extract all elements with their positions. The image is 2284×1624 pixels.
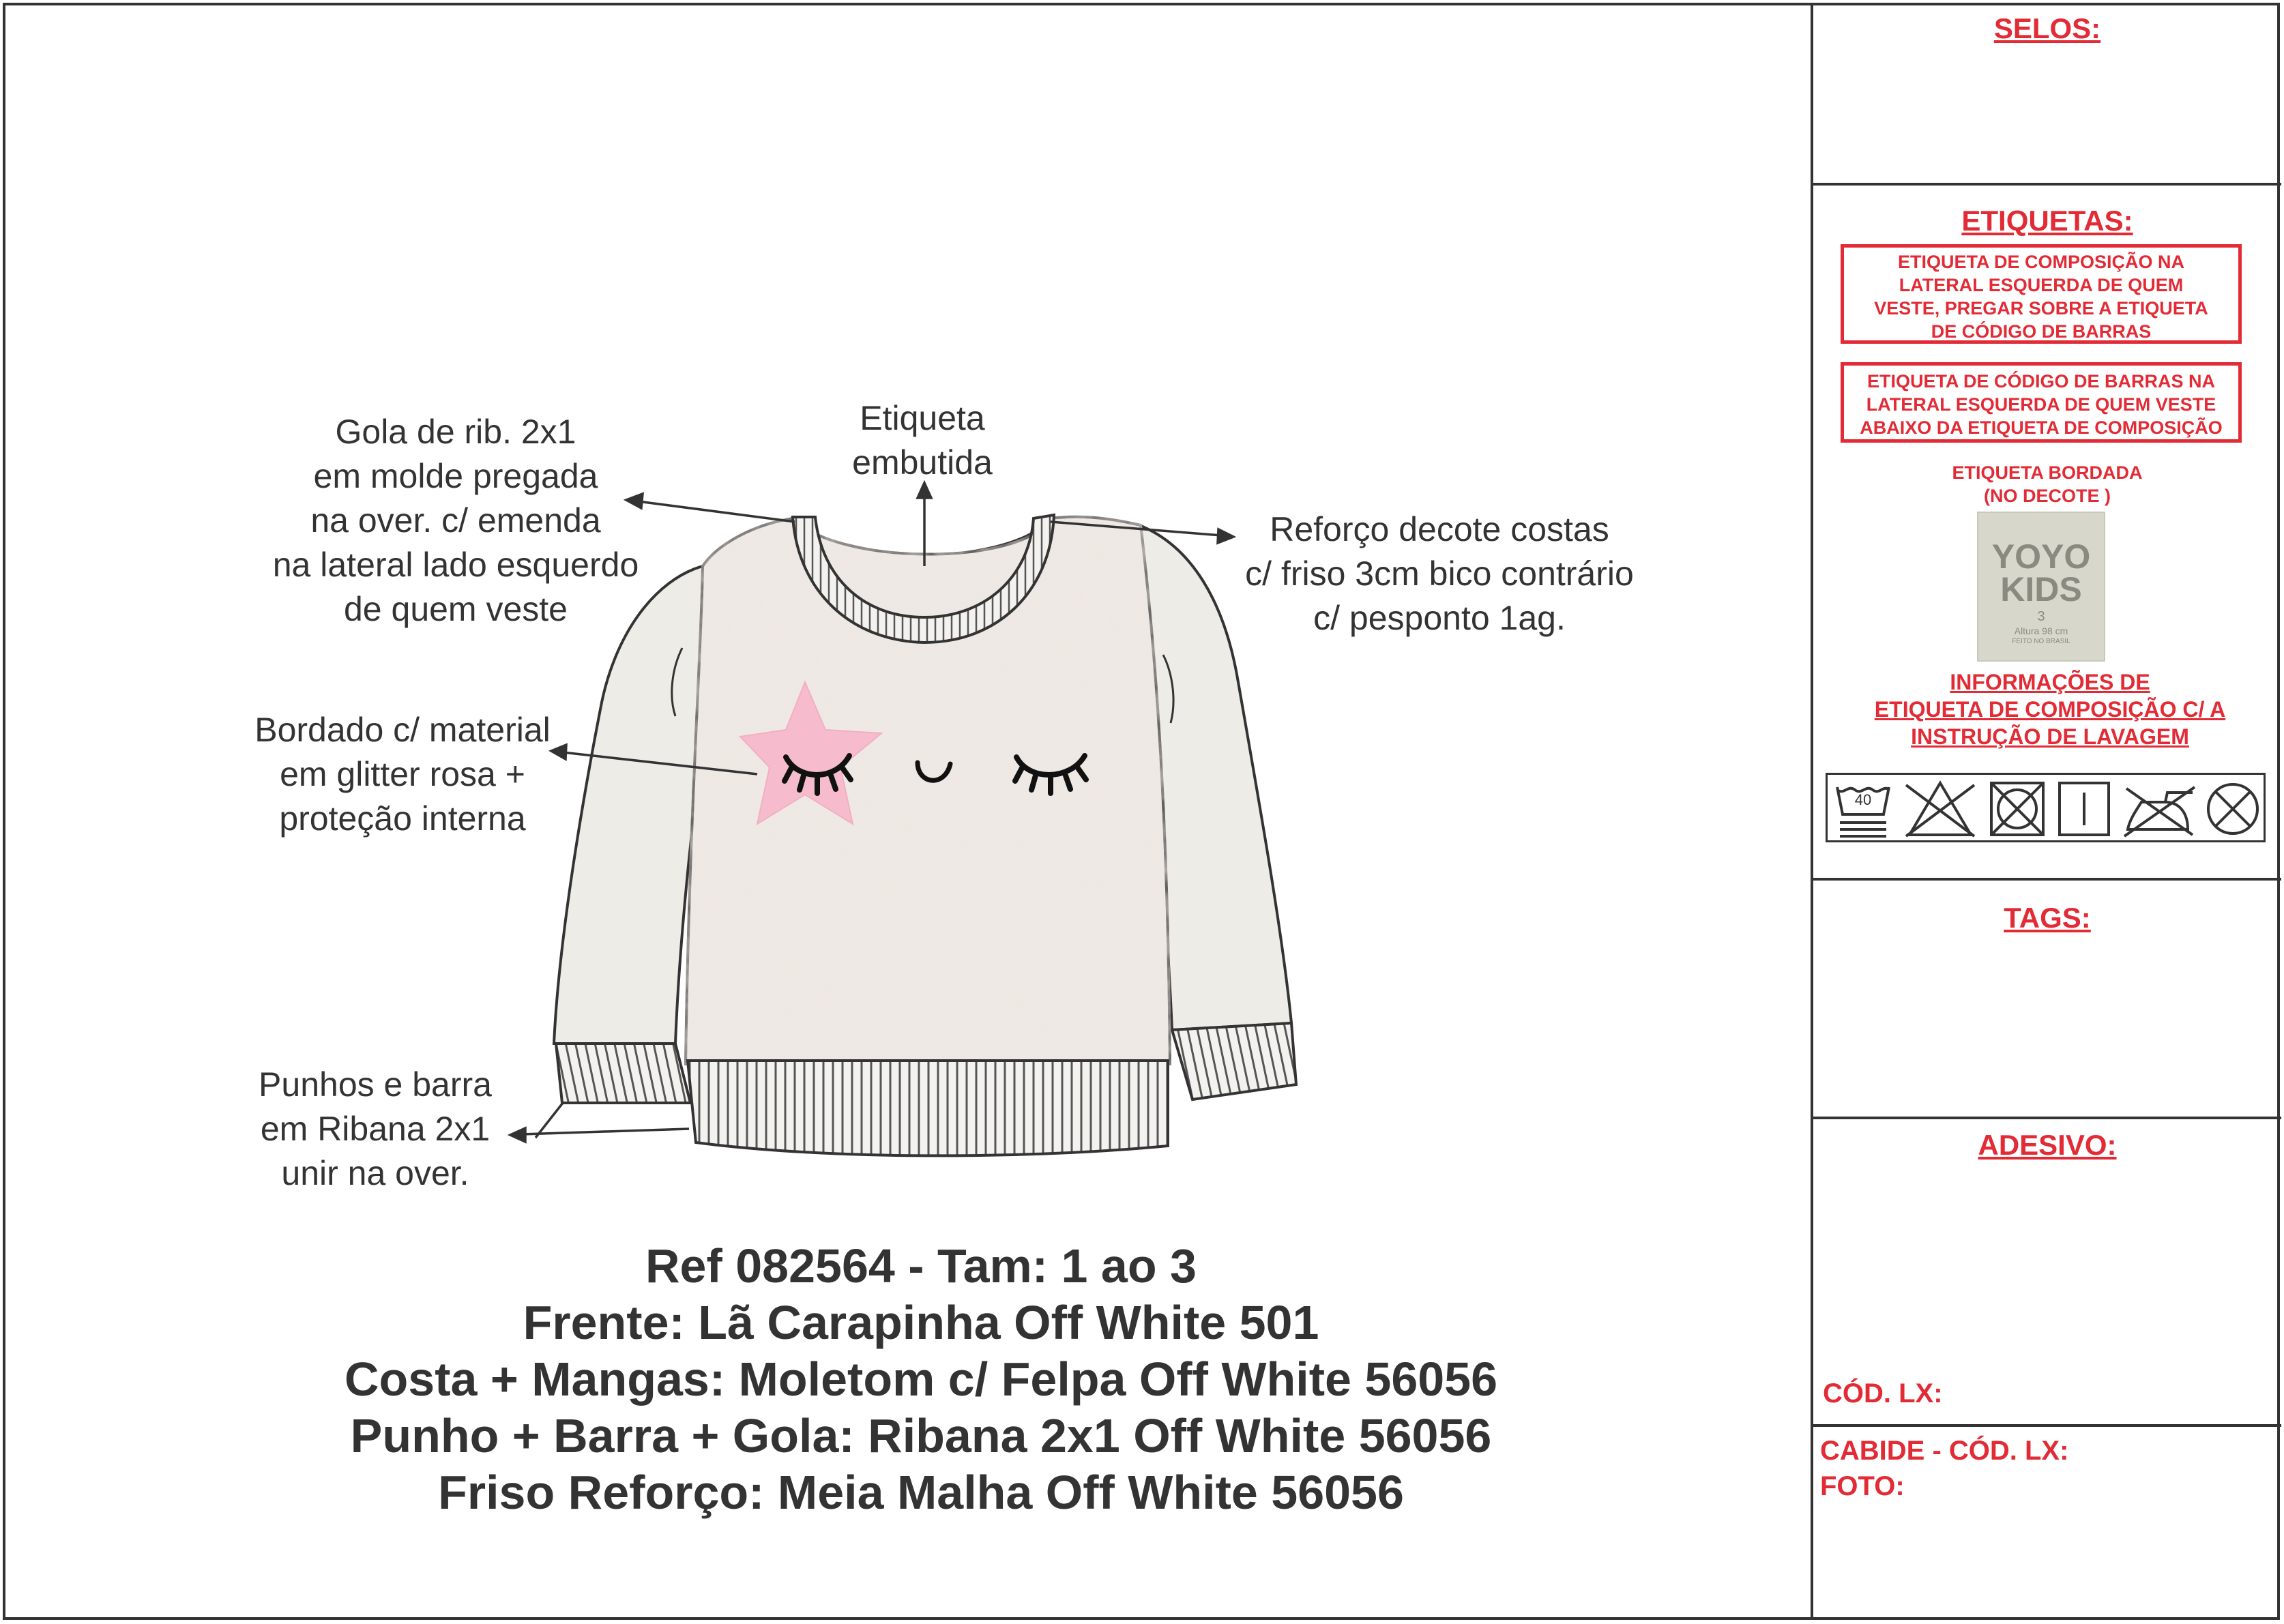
no-tumble-dry-icon: [1991, 783, 2043, 835]
left-sleeve: [554, 566, 703, 1044]
spec-costa-mangas: Costa + Mangas: Moletom c/ Felpa Off White 56056: [344, 1353, 1498, 1406]
note-punhos: em Ribana 2x1: [260, 1110, 491, 1148]
section-divider: [1811, 1424, 2281, 1427]
yoyo-kids-label: YOYO KIDS 3 Altura 98 cm FEITO NO BRASIL: [1977, 512, 2105, 662]
no-dry-clean-icon: [2208, 784, 2257, 833]
spec-ref: Ref 082564 - Tam: 1 ao 3: [645, 1239, 1197, 1293]
note-punhos: Punhos e barra: [259, 1065, 492, 1104]
section-divider: [1811, 878, 2281, 881]
etiquetas-title: ETIQUETAS:: [1961, 205, 2133, 237]
cabide-label: CABIDE - CÓD. LX:: [1820, 1436, 2069, 1466]
note-bordado: proteção interna: [279, 799, 526, 838]
right-cuff: [1172, 1023, 1296, 1099]
hem-rib: [688, 1061, 1168, 1155]
note-gola: na lateral lado esquerdo: [272, 546, 639, 584]
fleece-body: [686, 517, 1170, 1064]
note-bordado: em glitter rosa +: [280, 755, 525, 793]
sidebar-divider: [1811, 3, 1813, 1620]
barcode-label-box: ETIQUETA DE CÓDIGO DE BARRAS NA LATERAL ESQUERDA DE QUEM VESTE ABAIXO DA ETIQUETA DE COMPOSIÇÃO: [1841, 362, 2242, 443]
note-etiqueta: embutida: [852, 443, 993, 482]
tags-title: TAGS:: [2004, 902, 2091, 934]
spec-friso: Friso Reforço: Meia Malha Off White 56056: [438, 1466, 1404, 1519]
no-iron-icon: [2124, 787, 2195, 836]
note-etiqueta: Etiqueta: [860, 399, 985, 437]
note-gola: Gola de rib. 2x1: [335, 413, 576, 451]
foto-label: FOTO:: [1820, 1471, 1905, 1501]
note-gola: de quem veste: [344, 590, 568, 628]
wash-info-title: INFORMAÇÕES DE ETIQUETA DE COMPOSIÇÃO C/ A INSTRUÇÃO DE LAVAGEM: [1874, 670, 2226, 749]
line-dry-icon: [2060, 783, 2109, 835]
note-gola: em molde pregada: [313, 457, 598, 495]
section-divider: [1811, 183, 2281, 186]
wash-temp: 40: [1854, 791, 1872, 808]
note-bordado: Bordado c/ material: [254, 711, 551, 749]
spec-frente: Frente: Lã Carapinha Off White 501: [523, 1296, 1319, 1349]
selos-title: SELOS:: [1993, 12, 2101, 44]
left-cuff: [556, 1044, 690, 1103]
note-reforco: c/ pesponto 1ag.: [1313, 599, 1566, 637]
adesivo-title: ADESIVO:: [1978, 1129, 2117, 1161]
section-divider: [1811, 1117, 2281, 1119]
cod-lx-label: CÓD. LX:: [1823, 1378, 1943, 1408]
note-reforco: c/ friso 3cm bico contrário: [1245, 555, 1634, 593]
note-punhos: unir na over.: [281, 1154, 469, 1192]
wash-symbols: [1826, 773, 2266, 842]
note-gola: na over. c/ emenda: [310, 501, 601, 540]
composition-label-box: ETIQUETA DE COMPOSIÇÃO NA LATERAL ESQUERDA DE QUEM VESTE, PREGAR SOBRE A ETIQUETA DE CÓDIGO DE BARRAS: [1841, 244, 2242, 344]
embroidered-label-title: ETIQUETA BORDADA (NO DECOTE ): [1952, 462, 2143, 506]
note-reforco: Reforço decote costas: [1270, 510, 1609, 548]
spec-punho-barra-gola: Punho + Barra + Gola: Ribana 2x1 Off White 56056: [350, 1409, 1492, 1462]
no-bleach-icon: [1906, 783, 1974, 836]
